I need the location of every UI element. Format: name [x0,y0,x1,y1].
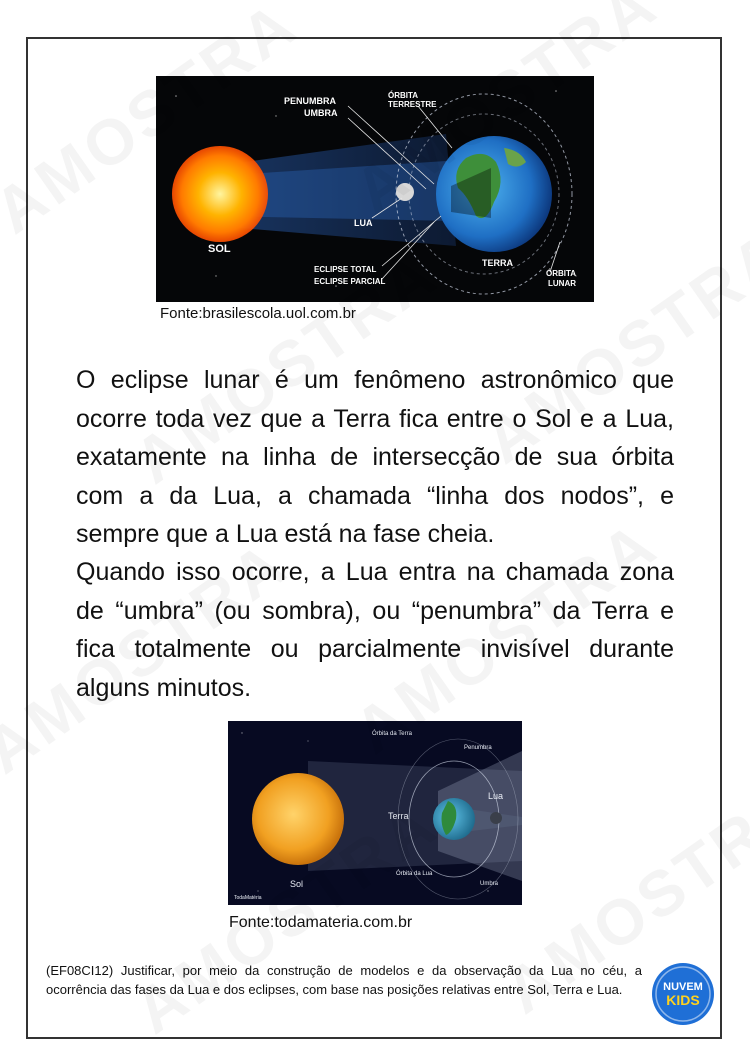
label-sol: SOL [208,243,231,255]
nuvem-kids-logo [651,962,715,1026]
fig2-label-terra: Terra [388,811,409,821]
fig2-label-orbita-terra: Órbita da Terra [372,731,412,737]
eclipse-diagram-todamateria [228,721,522,905]
figure1-caption: Fonte:brasilescola.uol.com.br [160,305,356,322]
fig2-label-orbita-lua: Órbita da Lua [396,871,433,877]
fig2-brand: TodaMatéria [234,895,262,901]
paragraph-1: O eclipse lunar é um fenômeno astronômico que ocorre toda vez que a Terra fica entre o Sol e a Lua, exatamente na linha de intersecção de sua órbita com a da Lua, a chamada “linha dos nodos”, e sempre que a Lua está na fase cheia. [76,366,674,548]
label-orbita-terrestre-2: TERRESTRE [388,100,437,109]
logo-line2: KIDS [666,992,700,1008]
label-lua: LUA [354,218,373,228]
skill-footnote: (EF08CI12) Justificar, por meio da construção de modelos e da observação da Lua no céu, a ocorrência das fases da Lua e dos eclipses, com base nas posições relativas entre Sol, Terra e Lua. [46,963,642,997]
lunar-eclipse-diagram [156,76,594,302]
label-penumbra: PENUMBRA [284,96,337,106]
label-orbita-lunar-1: ÓRBITA [546,269,577,278]
logo-line1: NUVEM [663,981,703,993]
label-eclipse-parcial: ECLIPSE PARCIAL [314,277,386,286]
fig2-label-lua: Lua [488,791,504,801]
fig2-label-umbra: Umbra [480,881,499,887]
paragraph-2: Quando isso ocorre, a Lua entra na chamada zona de “umbra” (ou sombra), ou “penumbra” da Terra e fica totalmente ou parcialmente invisível durante alguns minutos. [76,558,674,702]
fig2-label-sol: Sol [290,879,304,889]
label-orbita-lunar-2: LUNAR [548,279,576,288]
label-eclipse-total: ECLIPSE TOTAL [314,265,377,274]
figure2-caption: Fonte:todamateria.com.br [229,914,413,931]
label-terra: TERRA [482,258,513,268]
fig2-label-penumbra: Penumbra [464,745,492,751]
label-orbita-terrestre-1: ÓRBITA [388,91,419,100]
label-umbra: UMBRA [304,108,338,118]
